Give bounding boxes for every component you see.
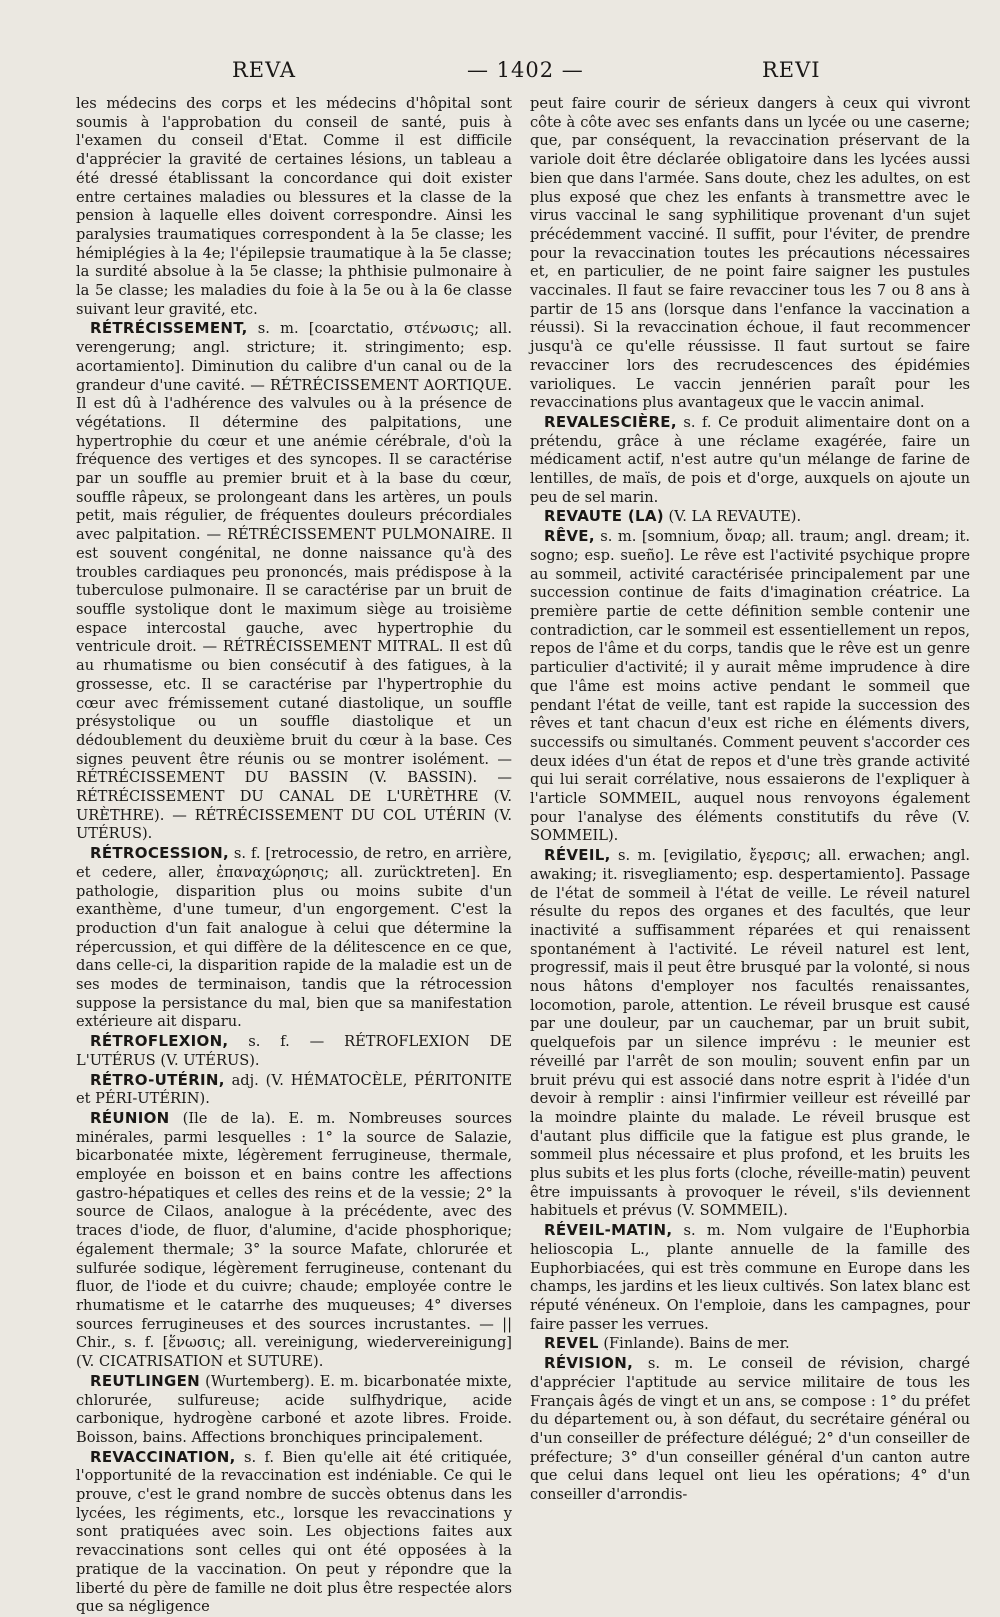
right-column bbox=[530, 94, 970, 1504]
entry-headword: RÉUNION bbox=[90, 1108, 170, 1127]
entry-continuation bbox=[530, 94, 970, 413]
entry bbox=[76, 319, 512, 844]
entry bbox=[76, 1448, 512, 1617]
header-left-guide-word: REVA bbox=[232, 58, 297, 82]
entry bbox=[530, 1354, 970, 1505]
entry-text: s. m. [coarctatio, στένωσις; all. verengerung; angl. stricture; it. stringimento; esp. acortamiento]. Diminution du calibre d'un canal ou de la grandeur d'une cavité. — RÉTRÉCISSEMENT AORTIQUE. Il est dû à l'adhérence des valvules ou à la présence de végétations. Il détermine des palpitations, une hypertrophie du cœur et une anémie cérébrale, d'où la fréquence des vertiges et des syncopes. Il se caractérise par un souffle au premier bruit et à la base du cœur, souffle râpeux, se prolongeant dans les artères, un pouls petit, mais régulier, de fréquentes douleurs précordiales avec palpitation. — RÉTRÉCISSEMENT PULMONAIRE. Il est souvent congénital, ne donne naissance qu'à des troubles cardiaques peu prononcés, mais prédispose à la tuberculose pulmonaire. Il se caractérise par un bruit de souffle systolique dont le maximum siège au troisième espace intercostal gauche, avec hypertrophie du ventricule droit. — RÉTRÉCISSEMENT MITRAL. Il est dû au rhumatisme ou bien consécutif à des fatigues, à la grossesse, etc. Il se caractérise par l'hypertrophie du cœur avec frémissement cutané diastolique, un souffle présystolique ou un souffle diastolique et un dédoublement du deuxième bruit du cœur à la base. Ces signes peuvent être réunis ou se montrer isolément. — RÉTRÉCISSEMENT DU BASSIN (V. BASSIN). — RÉTRÉCISSEMENT DU CANAL DE L'URÈTHRE (V. URÈTHRE). — RÉTRÉCISSEMENT DU COL UTÉRIN (V. UTÉRUS). bbox=[76, 320, 512, 843]
entry-headword: RÉTROCESSION, bbox=[90, 844, 230, 863]
entry-headword: REVACCINATION, bbox=[90, 1447, 236, 1466]
entry bbox=[76, 1372, 512, 1448]
entry-headword: RÉVISION, bbox=[544, 1354, 634, 1373]
entry-text: s. m. [somnium, ὄναρ; all. traum; angl. dream; it. sogno; esp. sueño]. Le rêve est l'activité psychique propre au sommeil, activité caractérisée principalement par une succession continue de faits d'imagination créatrice. La première partie de cette définition semble contenir une contradiction, car le sommeil est essentiellement un repos, repos de l'âme et du corps, tandis que le rêve est un genre particulier d'activité; il y aurait même imprudence à dire que l'âme est moins active pendant le sommeil que pendant l'état de veille, tant est rapide la succession des rêves et tant chacun d'eux est riche en éléments divers, successifs ou simultanés. Comment peuvent s'accorder ces deux idées d'un état de repos et d'une très grande activité qui lui serait corrélative, nous essaierons de l'expliquer à l'article SOMMEIL, auquel nous renvoyons également pour l'analyse des éléments constitutifs du rêve (V. SOMMEIL). bbox=[530, 528, 970, 845]
entry bbox=[530, 413, 970, 508]
entry-text: peut faire courir de sérieux dangers à ceux qui vivront côte à côte avec ses enfants dans un lycée ou une caserne; que, par conséquent, la revaccination préservant de la variole doit être déclarée obligatoire dans les lycées aussi bien que dans l'armée. Sans doute, chez les adultes, on est plus exposé que chez les enfants à transmettre avec le virus vaccinal le sang syphilitique provenant d'un sujet précédemment vacciné. Il suffit, pour l'éviter, de prendre pour la revaccination toutes les précautions nécessaires et, en particulier, de ne point faire saigner les pustules vaccinales. Il faut se faire revacciner tous les 7 ou 8 ans à partir de 15 ans (lorsque dans l'enfance la vaccination a réussi). Si la revaccination échoue, il faut recommencer jusqu'à ce qu'elle réussisse. Il faut surtout se faire revacciner lors des recrudescences des épidémies varioliques. Le vaccin jennérien paraît pour les revaccinations plus avantageux que le vaccin animal. bbox=[530, 95, 970, 412]
entry-text: (Ile de la). E. m. Nombreuses sources minérales, parmi lesquelles : 1° la source de Salazie, bicarbonatée mixte, légèrement ferrugineuse, thermale, employée en boisson et en bains contre les affections gastro-hépatiques et celles des reins et de la vessie; 2° la source de Cilaos, analogue à la précédente, avec des traces d'iode, de fluor, d'alumine, d'acide phosphorique; également thermale; 3° la source Mafate, chlorurée et sulfurée sodique, légèrement ferrugineuse, contenant du fluor, de l'iode et du cuivre; chaude; employée contre le rhumatisme et le catarrhe des muqueuses; 4° diverses sources ferrugineuses et des sources incrustantes. — || Chir., s. f. [ἕνωσις; all. vereinigung, wiedervereinigung] (V. CICATRISATION et SUTURE). bbox=[76, 1109, 512, 1371]
entry bbox=[530, 1334, 970, 1354]
entry-text: (V. LA REVAUTE). bbox=[663, 508, 802, 526]
entry-text: s. m. Le conseil de révision, chargé d'apprécier l'aptitude au service militaire de tous les Français âgés de vingt et un ans, se compose : 1° du préfet du département ou, à son défaut, du secrétaire général ou d'un conseiller de préfecture délégué; 2° d'un conseiller de préfecture; 3° d'un conseiller général d'un canton autre que celui dans lequel ont lieu les opérations; 4° d'un conseiller d'arrondis- bbox=[530, 1355, 970, 1504]
entry-headword: REVALESCIÈRE, bbox=[544, 412, 677, 431]
entry-text: les médecins des corps et les médecins d'hôpital sont soumis à l'approbation du conseil de santé, puis à l'examen du conseil d'Etat. Comme il est difficile d'apprécier la gravité de certaines lésions, un tableau a été dressé établissant la concordance qui doit exister entre certaines maladies ou blessures et la classe de la pension à laquelle elles doivent correspondre. Ainsi les paralysies traumatiques correspondent à la 5e classe; les hémiplégies à la 4e; l'épilepsie traumatique à la 5e classe; la surdité absolue à la 5e classe; la phthisie pulmonaire à la 5e classe; les maladies du foie à la 5e ou à la 6e classe suivant leur gravité, etc. bbox=[76, 95, 512, 318]
entry-headword: RÉTRO-UTÉRIN, bbox=[90, 1070, 225, 1089]
entry bbox=[76, 844, 512, 1032]
entry bbox=[530, 527, 970, 846]
entry-text: s. f. — RÉTROFLEXION DE L'UTÉRUS (V. UTÉRUS). bbox=[76, 1033, 512, 1069]
entry-headword: RÉTROFLEXION, bbox=[90, 1032, 229, 1051]
entry-headword: RÊVE, bbox=[544, 527, 595, 546]
entry-text: s. f. Ce produit alimentaire dont on a prétendu, grâce à une réclame exagérée, faire un médicament actif, n'est autre qu'un mélange de farine de lentilles, de maïs, de pois et d'orge, auxquels on ajoute un peu de sel marin. bbox=[530, 413, 970, 506]
entry-text: adj. (V. HÉMATOCÈLE, PÉRITONITE et PÉRI-UTÉRIN). bbox=[76, 1071, 512, 1108]
entry-headword: REVAUTE (LA) bbox=[544, 507, 664, 526]
entry bbox=[530, 846, 970, 1221]
entry-text: (Wurtemberg). E. m. bicarbonatée mixte, chlorurée, sulfureuse; acide sulfhydrique, acide carbonique, hydrogène carboné et azote libres. Froide. Boisson, bains. Affections bronchiques principalement. bbox=[76, 1372, 512, 1446]
entry bbox=[76, 1032, 512, 1070]
entry-text: (Finlande). Bains de mer. bbox=[598, 1335, 790, 1353]
entry bbox=[76, 1071, 512, 1109]
entry-headword: REUTLINGEN bbox=[90, 1371, 201, 1390]
entry-text: s. f. [retrocessio, de retro, en arrière, et cedere, aller, ἐπαναχώρησις; all. zurücktreten]. En pathologie, disparition plus ou moins subite d'un exanthème, d'une tumeur, d'un engorgement. C'est la production d'un fait analogue à celui que détermine la répercussion, et qui diffère de la délitescence en ce que, dans celle-ci, la disparition rapide de la maladie est un de ses modes de terminaison, tandis que la rétrocession suppose la persistance du mal, bien que sa manifestation extérieure ait disparu. bbox=[76, 845, 512, 1031]
entry-headword: RÉVEIL, bbox=[544, 846, 611, 865]
entry-headword: RÉTRÉCISSEMENT, bbox=[90, 319, 248, 338]
entry-text: s. f. Bien qu'elle ait été critiquée, l'opportunité de la revaccination est indéniable. Ce qui le prouve, c'est le grand nombre de succès obtenus dans les lycées, les régiments, etc., lorsque les revaccinations y sont pratiquées avec soin. Les objections faites aux revaccinations sont celles qui ont été opposées à la pratique de la vaccination. On peut y répondre que la liberté du père de famille ne doit plus être respectée alors que sa négligence bbox=[76, 1448, 512, 1616]
page-header bbox=[0, 58, 1000, 92]
left-column bbox=[76, 94, 512, 1616]
entry bbox=[76, 1109, 512, 1372]
entry bbox=[530, 507, 970, 527]
entry-text: s. m. Nom vulgaire de l'Euphorbia helioscopia L., plante annuelle de la famille des Euphorbiacées, qui est très commune en Europe dans les champs, les jardins et les lieux cultivés. Son latex blanc est réputé vénéneux. On l'emploie, dans les campagnes, pour faire passer les verrues. bbox=[530, 1222, 970, 1333]
page-number: — 1402 — bbox=[467, 58, 584, 82]
entry-continuation bbox=[76, 94, 512, 319]
entry-headword: REVEL bbox=[544, 1334, 599, 1353]
entry-headword: RÉVEIL-MATIN, bbox=[544, 1221, 673, 1240]
header-right-guide-word: REVI bbox=[762, 58, 821, 82]
entry bbox=[530, 1221, 970, 1334]
entry-text: s. m. [evigilatio, ἔγερσις; all. erwachen; angl. awaking; it. risvegliamento; esp. despertamiento]. Passage de l'état de sommeil à l'état de veille. Le réveil naturel résulte du repos des organes et des facultés, que leur inactivité a suffisamment réparées et qui renaissent spontanément à l'activité. Le réveil naturel est lent, progressif, mais il peut être brusqué par la volonté, si nous nous hâtons d'employer nos facultés renaissantes, locomotion, parole, attention. Le réveil brusque est causé par une douleur, par un cauchemar, par un bruit subit, quelquefois par un silence imprévu : le meunier est réveillé par l'arrêt de son moulin; souvent enfin par un bruit prévu qui est associé dans notre esprit à l'idée d'un devoir à remplir : ainsi l'infirmier veilleur est réveillé par la moindre plainte du malade. Le réveil brusque est d'autant plus difficile que la fatigue est plus grande, le sommeil plus nécessaire et plus profond, et les bruits les plus subits et les plus forts (cloche, réveille-matin) peuvent être impuissants à provoquer le réveil, s'ils deviennent habituels et prévus (V. SOMMEIL). bbox=[530, 847, 970, 1220]
